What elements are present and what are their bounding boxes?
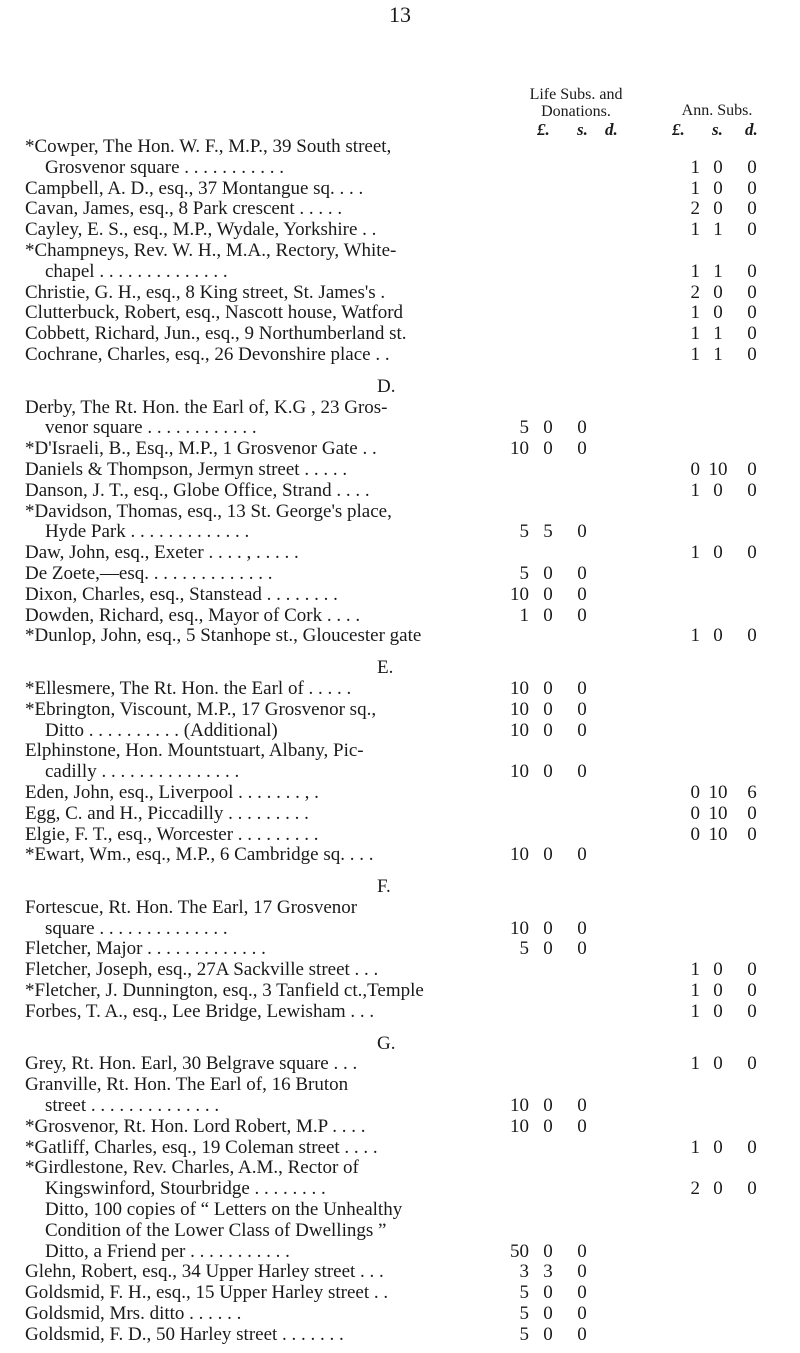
subscriber-entry <box>0 543 800 564</box>
ann-amount-pounds: 1 <box>690 479 700 501</box>
subscriber-entry <box>0 825 800 846</box>
entry-text: *Fletcher, J. Dunnington, esq., 3 Tanfield ct.,Temple <box>25 980 424 1002</box>
entry-text: cadilly . . . . . . . . . . . . . . . <box>45 761 240 783</box>
life-amount-pounds: 5 <box>519 1282 529 1304</box>
subscriber-entry <box>0 1304 800 1325</box>
subscriber-entry <box>0 522 800 543</box>
entry-text: Daw, John, esq., Exeter . . . . , . . . . . <box>25 542 299 564</box>
life-amount-pounds: 10 <box>510 677 529 699</box>
section-letter: G. <box>377 1032 396 1054</box>
life-amount-shillings: 0 <box>543 1282 553 1304</box>
ann-amount-pounds: 0 <box>690 823 700 845</box>
subscriber-entry <box>0 1242 800 1263</box>
life-amount-pounds: 10 <box>510 844 529 866</box>
ann-amount-pounds: 1 <box>690 343 700 365</box>
ann-amount-pounds: 0 <box>690 781 700 803</box>
life-amount-pence: 0 <box>577 417 587 439</box>
entry-text: *Gatliff, Charles, esq., 19 Coleman street . . . . <box>25 1136 378 1158</box>
ann-shillings-label: s. <box>712 120 723 139</box>
entry-text: Fletcher, Major . . . . . . . . . . . . . <box>25 938 266 960</box>
entry-text: *Ewart, Wm., esq., M.P., 6 Cambridge sq. . . . <box>25 844 374 866</box>
ann-pence-label: d. <box>745 120 758 139</box>
entry-text: Goldsmid, F. D., 50 Harley street . . . . . . . <box>25 1323 344 1345</box>
subscriber-entry <box>0 845 800 866</box>
subscriber-entry <box>0 199 800 220</box>
ann-amount-shillings: 0 <box>713 1136 723 1158</box>
subscriber-entry <box>0 460 800 481</box>
subscriber-entry <box>0 898 800 919</box>
entry-text: Fortescue, Rt. Hon. The Earl, 17 Grosvenor <box>25 896 358 918</box>
entry-text: Kingswinford, Stourbridge . . . . . . . . <box>45 1178 326 1200</box>
ann-amount-shillings: 10 <box>708 781 728 803</box>
entry-text: Dixon, Charles, esq., Stanstead . . . . . . . . <box>25 583 338 605</box>
subscriber-entry <box>0 283 800 304</box>
entry-text: Hyde Park . . . . . . . . . . . . . <box>45 521 250 543</box>
entry-text: Elgie, F. T., esq., Worcester . . . . . . . . . <box>25 823 319 845</box>
entry-text: Dowden, Richard, esq., Mayor of Cork . . . . <box>25 604 361 626</box>
subscriber-entry <box>0 1138 800 1159</box>
subscriber-entry <box>0 939 800 960</box>
life-amount-pence: 0 <box>577 438 587 460</box>
entry-text: *D'Israeli, B., Esq., M.P., 1 Grosvenor Gate . . <box>25 438 377 460</box>
subscriber-entry <box>0 783 800 804</box>
ann-amount-pence: 0 <box>747 980 757 1002</box>
subscriber-entry <box>0 585 800 606</box>
life-amount-pence: 0 <box>577 1261 587 1283</box>
ann-amount-pence: 0 <box>747 1178 757 1200</box>
ann-amount-shillings: 0 <box>713 156 723 178</box>
life-amount-pence: 0 <box>577 583 587 605</box>
ann-amount-pounds: 1 <box>690 980 700 1002</box>
life-shillings-label: s. <box>577 120 588 139</box>
section-gap <box>0 647 800 658</box>
entry-text: Condition of the Lower Class of Dwellings ” <box>45 1219 387 1241</box>
entry-text: square . . . . . . . . . . . . . . <box>45 917 228 939</box>
entry-text: Fletcher, Joseph, esq., 27A Sackville street . . . <box>25 959 379 981</box>
ann-amount-shillings: 10 <box>708 458 728 480</box>
ann-amount-pence: 0 <box>747 1000 757 1022</box>
subscriber-entry <box>0 1325 800 1346</box>
section-gap <box>0 866 800 877</box>
section-letter: E. <box>377 657 394 679</box>
ann-amount-shillings: 10 <box>708 802 728 824</box>
ann-amount-pence: 0 <box>747 802 757 824</box>
ann-amount-pence: 0 <box>747 1136 757 1158</box>
ann-amount-shillings: 0 <box>713 1053 723 1075</box>
life-amount-pounds: 10 <box>510 719 529 741</box>
subscriber-entry <box>0 626 800 647</box>
subscriber-entry <box>0 241 800 262</box>
subscriber-entry <box>0 564 800 585</box>
subscriber-entry <box>0 1221 800 1242</box>
section-letter-heading <box>0 377 800 398</box>
life-amount-pence: 0 <box>577 1115 587 1137</box>
life-amount-pence: 0 <box>577 1095 587 1117</box>
ann-amount-shillings: 1 <box>713 260 723 282</box>
subscriber-entry <box>0 158 800 179</box>
entry-text: Goldsmid, Mrs. ditto . . . . . . <box>25 1303 242 1325</box>
life-amount-shillings: 0 <box>543 1323 553 1345</box>
life-amount-pence: 0 <box>577 562 587 584</box>
subscriber-entry <box>0 439 800 460</box>
entry-text: Christie, G. H., esq., 8 King street, St. James's . <box>25 281 386 303</box>
ann-amount-pence: 0 <box>747 343 757 365</box>
life-amount-shillings: 0 <box>543 438 553 460</box>
life-amount-pence: 0 <box>577 844 587 866</box>
life-amount-pence: 0 <box>577 677 587 699</box>
ann-amount-pence: 0 <box>747 1053 757 1075</box>
ann-subs-header: Ann. Subs. <box>681 102 753 119</box>
ann-amount-shillings: 0 <box>713 542 723 564</box>
subscriber-entry <box>0 1117 800 1138</box>
life-amount-shillings: 0 <box>543 917 553 939</box>
life-amount-pence: 0 <box>577 521 587 543</box>
subscriber-entry <box>0 721 800 742</box>
ann-amount-pounds: 1 <box>690 219 700 241</box>
ann-amount-shillings: 1 <box>713 343 723 365</box>
ann-amount-pounds: 0 <box>690 458 700 480</box>
ann-amount-shillings: 10 <box>708 823 728 845</box>
subscriber-entry <box>0 418 800 439</box>
subscriber-entry <box>0 919 800 940</box>
entry-text: Eden, John, esq., Liverpool . . . . . . . , . <box>25 781 319 803</box>
entry-text: Ditto . . . . . . . . . . (Additional) <box>45 719 278 741</box>
life-subs-subtitle: Donations. <box>541 103 611 120</box>
ann-pounds-label: £. <box>672 120 685 139</box>
ann-amount-pence: 0 <box>747 323 757 345</box>
life-amount-pence: 0 <box>577 761 587 783</box>
life-amount-pounds: 3 <box>519 1261 529 1283</box>
subscriber-entry <box>0 1262 800 1283</box>
ann-amount-shillings: 1 <box>713 219 723 241</box>
ann-amount-pence: 0 <box>747 219 757 241</box>
ann-amount-pence: 0 <box>747 156 757 178</box>
ann-amount-shillings: 0 <box>713 980 723 1002</box>
entry-text: Elphinstone, Hon. Mountstuart, Albany, Pic- <box>25 740 364 762</box>
entry-text: *Champneys, Rev. W. H., M.A., Rectory, White- <box>25 239 397 261</box>
life-amount-shillings: 0 <box>543 417 553 439</box>
ann-amount-shillings: 0 <box>713 177 723 199</box>
life-amount-pounds: 10 <box>510 698 529 720</box>
subscriber-entry <box>0 981 800 1002</box>
entry-text: *Ellesmere, The Rt. Hon. the Earl of . . . . . <box>25 677 352 699</box>
life-amount-shillings: 0 <box>543 583 553 605</box>
entry-text: Glehn, Robert, esq., 34 Upper Harley street . . . <box>25 1261 384 1283</box>
entry-text: De Zoete,—esq. . . . . . . . . . . . . . <box>25 562 273 584</box>
section-letter-heading <box>0 1034 800 1055</box>
life-amount-pounds: 1 <box>519 604 529 626</box>
ann-amount-pence: 0 <box>747 542 757 564</box>
life-amount-shillings: 0 <box>543 844 553 866</box>
entry-text: Goldsmid, F. H., esq., 15 Upper Harley street . . <box>25 1282 389 1304</box>
entry-text: *Davidson, Thomas, esq., 13 St. George's place, <box>25 500 392 522</box>
life-amount-pounds: 10 <box>510 917 529 939</box>
life-amount-shillings: 5 <box>543 521 553 543</box>
ann-amount-pounds: 2 <box>690 198 700 220</box>
entry-text: *Girdlestone, Rev. Charles, A.M., Rector of <box>25 1157 359 1179</box>
life-amount-shillings: 0 <box>543 1095 553 1117</box>
ann-amount-pence: 0 <box>747 479 757 501</box>
life-amount-pounds: 10 <box>510 438 529 460</box>
entry-text: Ditto, 100 copies of “ Letters on the Unhealthy <box>45 1199 403 1221</box>
life-amount-pounds: 10 <box>510 583 529 605</box>
life-amount-shillings: 0 <box>543 938 553 960</box>
entry-text: Derby, The Rt. Hon. the Earl of, K.G , 23 Gros- <box>25 396 388 418</box>
subscriber-entry <box>0 762 800 783</box>
life-subs-title: Life Subs. and <box>529 86 623 103</box>
section-letter: D. <box>377 375 396 397</box>
entry-text: Egg, C. and H., Piccadilly . . . . . . . . . <box>25 802 309 824</box>
entry-text: Granville, Rt. Hon. The Earl of, 16 Bruton <box>25 1074 349 1096</box>
ann-amount-pounds: 1 <box>690 1136 700 1158</box>
subscriber-entry <box>0 741 800 762</box>
life-amount-pounds: 5 <box>519 417 529 439</box>
ann-amount-pounds: 1 <box>690 177 700 199</box>
life-amount-shillings: 0 <box>543 677 553 699</box>
entry-text: Cochrane, Charles, esq., 26 Devonshire place . . <box>25 343 390 365</box>
ann-amount-pounds: 1 <box>690 323 700 345</box>
ann-amount-pence: 0 <box>747 823 757 845</box>
entry-text: Grosvenor square . . . . . . . . . . . <box>45 156 285 178</box>
entry-text: Cobbett, Richard, Jun., esq., 9 Northumberland st. <box>25 323 407 345</box>
life-amount-pence: 0 <box>577 1240 587 1262</box>
subscriber-entry <box>0 137 800 158</box>
subscriber-entry <box>0 960 800 981</box>
life-amount-pence: 0 <box>577 719 587 741</box>
subscriber-entry <box>0 324 800 345</box>
subscriber-entry <box>0 303 800 324</box>
entry-text: Grey, Rt. Hon. Earl, 30 Belgrave square . . . <box>25 1053 358 1075</box>
ann-amount-pounds: 1 <box>690 156 700 178</box>
entry-text: Cavan, James, esq., 8 Park crescent . . . . . <box>25 198 343 220</box>
life-amount-pounds: 10 <box>510 1095 529 1117</box>
subscriber-entry <box>0 1002 800 1023</box>
entry-text: Ditto, a Friend per . . . . . . . . . . . <box>45 1240 290 1262</box>
entry-text: Cayley, E. S., esq., M.P., Wydale, Yorkshire . . <box>25 219 377 241</box>
ann-amount-pence: 0 <box>747 302 757 324</box>
section-gap <box>0 1023 800 1034</box>
life-amount-shillings: 0 <box>543 604 553 626</box>
ann-amount-shillings: 0 <box>713 1178 723 1200</box>
ann-amount-pence: 6 <box>747 781 757 803</box>
ann-amount-shillings: 0 <box>713 1000 723 1022</box>
ann-amount-pence: 0 <box>747 625 757 647</box>
section-letter-heading <box>0 877 800 898</box>
subscriber-entry <box>0 1054 800 1075</box>
ann-amount-pence: 0 <box>747 260 757 282</box>
ann-amount-shillings: 0 <box>713 625 723 647</box>
subscriber-entry <box>0 606 800 627</box>
ann-amount-pounds: 1 <box>690 542 700 564</box>
life-pounds-label: £. <box>537 120 550 139</box>
life-amount-shillings: 0 <box>543 1303 553 1325</box>
life-amount-shillings: 0 <box>543 761 553 783</box>
subscriber-entry <box>0 220 800 241</box>
subscriber-entry <box>0 804 800 825</box>
life-amount-shillings: 0 <box>543 1115 553 1137</box>
life-amount-pence: 0 <box>577 698 587 720</box>
subscriber-entry <box>0 502 800 523</box>
subscriber-entry <box>0 1158 800 1179</box>
life-amount-pence: 0 <box>577 938 587 960</box>
ann-amount-shillings: 0 <box>713 959 723 981</box>
life-amount-shillings: 0 <box>543 719 553 741</box>
ann-amount-pounds: 2 <box>690 281 700 303</box>
entry-text: Daniels & Thompson, Jermyn street . . . . . <box>25 458 348 480</box>
life-subs-header <box>496 86 656 120</box>
subscriber-entry <box>0 398 800 419</box>
entry-text: chapel . . . . . . . . . . . . . . <box>45 260 228 282</box>
entry-text: *Ebrington, Viscount, M.P., 17 Grosvenor sq., <box>25 698 377 720</box>
entry-text: *Dunlop, John, esq., 5 Stanhope st., Gloucester gate <box>25 625 422 647</box>
life-amount-shillings: 3 <box>543 1261 553 1283</box>
life-amount-shillings: 0 <box>543 1240 553 1262</box>
ann-amount-pounds: 1 <box>690 959 700 981</box>
subscriber-entry <box>0 179 800 200</box>
life-amount-pounds: 10 <box>510 1115 529 1137</box>
life-amount-pounds: 5 <box>519 1303 529 1325</box>
ann-amount-pounds: 0 <box>690 802 700 824</box>
life-amount-shillings: 0 <box>543 698 553 720</box>
ann-amount-shillings: 1 <box>713 323 723 345</box>
life-amount-pounds: 5 <box>519 1323 529 1345</box>
ann-amount-pence: 0 <box>747 177 757 199</box>
entry-text: street . . . . . . . . . . . . . . <box>45 1095 220 1117</box>
section-letter: F. <box>377 876 391 898</box>
subscriber-list <box>0 137 800 1346</box>
subscriber-entry <box>0 1283 800 1304</box>
life-pence-label: d. <box>605 120 618 139</box>
entry-text: Clutterbuck, Robert, esq., Nascott house, Watford <box>25 302 404 324</box>
subscriber-entry <box>0 345 800 366</box>
subscriber-entry <box>0 1075 800 1096</box>
subscriber-entry <box>0 481 800 502</box>
ann-amount-pounds: 2 <box>690 1178 700 1200</box>
ann-amount-shillings: 0 <box>713 198 723 220</box>
subscriber-entry <box>0 262 800 283</box>
ann-amount-pounds: 1 <box>690 625 700 647</box>
life-amount-pence: 0 <box>577 1282 587 1304</box>
life-amount-pence: 0 <box>577 1303 587 1325</box>
entry-text: Forbes, T. A., esq., Lee Bridge, Lewisham . . . <box>25 1000 375 1022</box>
life-amount-shillings: 0 <box>543 562 553 584</box>
subscriber-entry <box>0 1200 800 1221</box>
subscriber-entry <box>0 679 800 700</box>
ann-amount-pounds: 1 <box>690 302 700 324</box>
life-amount-pounds: 10 <box>510 761 529 783</box>
life-amount-pence: 0 <box>577 1323 587 1345</box>
entry-text: Campbell, A. D., esq., 37 Montangue sq. . . . <box>25 177 364 199</box>
entry-text: *Grosvenor, Rt. Hon. Lord Robert, M.P . . . . <box>25 1115 366 1137</box>
life-amount-pence: 0 <box>577 917 587 939</box>
entry-text: venor square . . . . . . . . . . . . <box>45 417 257 439</box>
section-gap <box>0 366 800 377</box>
ann-amount-shillings: 0 <box>713 302 723 324</box>
life-amount-pounds: 5 <box>519 562 529 584</box>
subscriber-entry <box>0 700 800 721</box>
page-number: 13 <box>389 2 411 27</box>
ann-amount-pence: 0 <box>747 959 757 981</box>
entry-text: Danson, J. T., esq., Globe Office, Strand . . . . <box>25 479 370 501</box>
life-amount-pence: 0 <box>577 604 587 626</box>
ann-amount-pence: 0 <box>747 198 757 220</box>
ann-amount-pounds: 1 <box>690 1000 700 1022</box>
subscriber-entry <box>0 1096 800 1117</box>
ann-amount-pounds: 1 <box>690 1053 700 1075</box>
ann-amount-pence: 0 <box>747 458 757 480</box>
section-letter-heading <box>0 658 800 679</box>
life-amount-pounds: 5 <box>519 938 529 960</box>
life-amount-pounds: 5 <box>519 521 529 543</box>
ann-amount-shillings: 0 <box>713 281 723 303</box>
ann-amount-shillings: 0 <box>713 479 723 501</box>
entry-text: *Cowper, The Hon. W. F., M.P., 39 South street, <box>25 136 392 157</box>
subscriber-entry <box>0 1179 800 1200</box>
life-amount-pounds: 50 <box>510 1240 529 1262</box>
ann-amount-pence: 0 <box>747 281 757 303</box>
ann-amount-pounds: 1 <box>690 260 700 282</box>
